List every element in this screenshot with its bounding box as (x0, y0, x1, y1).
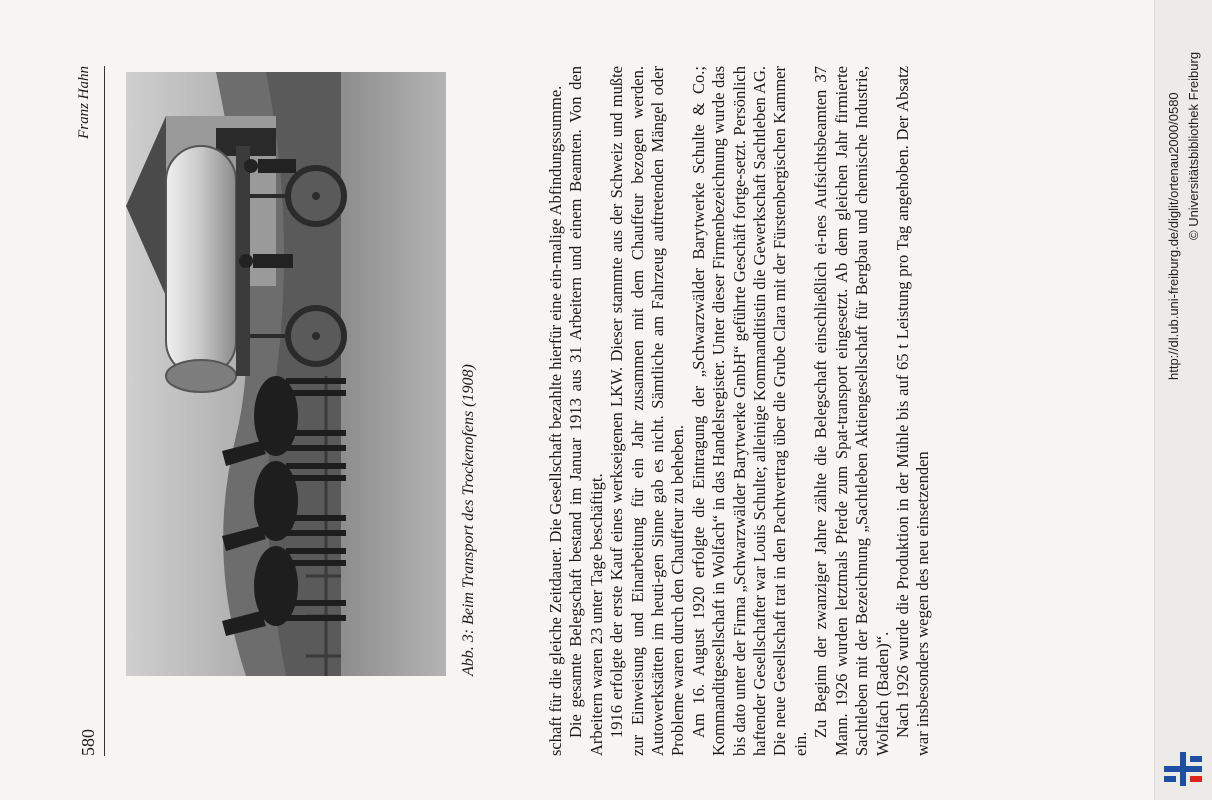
header-rule (104, 66, 105, 756)
paragraph: Am 16. August 1920 erfolgte die Eintragung der „Schwarzwälder Barytwerke Schulte & Co.; Kommanditgesellschaft in Wolfach“ in das Handelsregister. Unter dieser Firmenbezeichnung wurde das bis dato unter der Firma „Schwarzwälder Barytwerke GmbH“ geführte Geschäft fortge-setzt. Persönlich haftender Gesellschafter war Louis Schulte; alleinige Kommanditistin die Gewerkschaft Sachtleben AG. Die neue Gesellschaft trat in den Pachtvertrag über die Grube Clara mit der Fürstenbergischen Kammer ein. (688, 66, 810, 756)
paragraph: Zu Beginn der zwanziger Jahre zählte die Belegschaft einschließlich ei-nes Aufsichtsbeamten 37 Mann. 1926 wurden letztmals Pferde zum Spat-transport eingesetzt. Ab dem gleichen Jahr firmierte Sachtleben mit der Bezeichnung „Sachtleben Aktiengesellschaft für Bergbau und chemische Industrie, Wolfach (Baden)“. (811, 66, 892, 756)
rotated-page-content (70, 66, 1070, 756)
source-url-link[interactable]: http://dl.ub.uni-freiburg.de/diglit/ortenau2000/0580 (1166, 92, 1181, 380)
body-text (546, 66, 934, 756)
running-head-author: Franz Hahn (76, 66, 92, 139)
historical-photo (126, 72, 446, 676)
page-number: 580 (78, 729, 98, 756)
running-header (70, 66, 104, 756)
figure-caption: Abb. 3: Beim Transport des Trockenofens (1908) (460, 364, 477, 676)
paragraph: schaft für die gleiche Zeitdauer. Die Gesellschaft bezahlte hierfür eine ein-malige Abfindungssumme. (546, 85, 565, 756)
paragraph: 1916 erfolgte der erste Kauf eines werkseigenen LKW. Dieser stammte aus der Schweiz und mußte zur Einweisung und Einarbeitung für ein Jahr zusammen mit dem Chauffeur bezogen werden. Autowerkstätten im heuti-gen Sinne gab es nicht. Sämtliche am Fahrzeug auftretenden Mängel oder Probleme waren durch den Chauffeur zu beheben. (607, 66, 688, 756)
copyright-notice: © Universitätsbibliothek Freiburg (1186, 51, 1201, 240)
paragraph: Nach 1926 wurde die Produktion in der Mühle bis auf 65 t Leistung pro Tag angehoben. Der Absatz war insbesonders wegen des neu einsetzenden (892, 66, 933, 756)
paragraph: Die gesamte Belegschaft bestand im Januar 1913 aus 31 Arbeitern und einem Beamten. Von den Arbeitern waren 23 unter Tage beschäftigt. (566, 66, 606, 756)
photo-illustration (126, 72, 446, 676)
viewer-sidebar (1154, 0, 1212, 800)
ub-freiburg-logo-icon (1162, 748, 1204, 790)
